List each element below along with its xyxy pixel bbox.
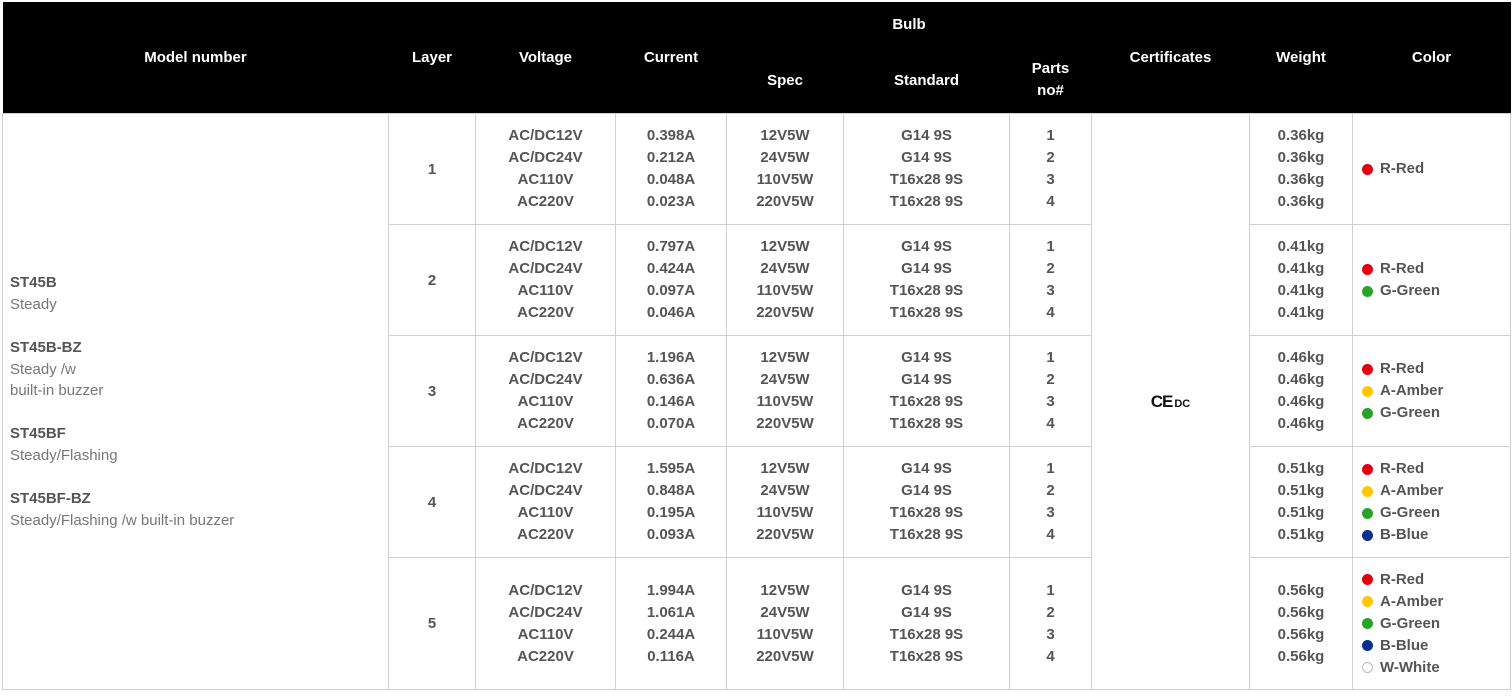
- color-label: B-Blue: [1380, 636, 1429, 654]
- current-value: 0.046A: [646, 304, 696, 321]
- model-name: ST45BF: [10, 425, 66, 442]
- current-value: 0.797A: [646, 238, 696, 255]
- standard-value: G14 9S: [901, 460, 952, 477]
- current-cell: [616, 447, 727, 558]
- color-item: [1362, 258, 1510, 280]
- voltage-value: AC220V: [517, 647, 574, 665]
- color-label: A-Amber: [1380, 592, 1444, 610]
- header-model: Model number: [3, 2, 389, 114]
- color-item: [1362, 524, 1510, 546]
- header-parts-line1: Parts: [1031, 60, 1070, 77]
- model-entry: [10, 423, 388, 466]
- weight-value: 0.56kg: [1277, 647, 1325, 665]
- standard-value: T16x28 9S: [889, 504, 964, 521]
- weight-value: 0.56kg: [1277, 625, 1325, 643]
- parts-value: 2: [1046, 260, 1055, 277]
- standard-value: G14 9S: [901, 260, 952, 277]
- spec-table: [2, 2, 1511, 690]
- color-cell: [1353, 336, 1511, 447]
- model-name: ST45B: [10, 274, 57, 291]
- color-label: B-Blue: [1380, 526, 1429, 543]
- header-standard: Standard: [844, 47, 1010, 114]
- voltage-value: AC110V: [517, 282, 574, 299]
- weight-value: 0.56kg: [1277, 581, 1325, 599]
- color-label: W-White: [1380, 658, 1440, 676]
- ce-mark-icon: [1151, 392, 1191, 412]
- standard-value: T16x28 9S: [889, 193, 964, 210]
- layer-cell: 1: [389, 114, 476, 225]
- color-dot-icon: [1362, 574, 1373, 585]
- spec-value: 24V5W: [760, 371, 810, 388]
- weight-value: 0.56kg: [1277, 603, 1325, 621]
- parts-cell: [1010, 447, 1092, 558]
- current-value: 0.244A: [646, 625, 696, 643]
- model-number-cell: [3, 114, 389, 690]
- weight-value: 0.36kg: [1277, 193, 1325, 210]
- standard-value: T16x28 9S: [889, 393, 964, 410]
- color-label: G-Green: [1380, 504, 1441, 521]
- voltage-value: AC/DC24V: [508, 260, 583, 277]
- standard-cell: [844, 336, 1010, 447]
- voltage-value: AC/DC24V: [508, 149, 583, 166]
- current-value: 0.070A: [646, 415, 696, 432]
- spec-value: 24V5W: [760, 482, 810, 499]
- parts-cell: [1010, 558, 1092, 690]
- standard-value: G14 9S: [901, 149, 952, 166]
- voltage-value: AC110V: [517, 504, 574, 521]
- header-parts: [1010, 47, 1092, 114]
- standard-value: G14 9S: [901, 349, 952, 366]
- parts-value: 3: [1046, 625, 1055, 643]
- spec-table-container: [2, 2, 1510, 693]
- spec-value: 12V5W: [760, 238, 810, 255]
- color-label: A-Amber: [1380, 382, 1444, 399]
- current-cell: [616, 114, 727, 225]
- color-item: [1362, 158, 1510, 180]
- weight-cell: [1250, 558, 1353, 690]
- spec-value: 110V5W: [756, 393, 814, 410]
- voltage-cell: [476, 114, 616, 225]
- header-voltage: Voltage: [476, 2, 616, 114]
- current-value: 0.023A: [646, 193, 696, 210]
- spec-value: 220V5W: [756, 193, 814, 210]
- standard-value: G14 9S: [901, 127, 952, 144]
- parts-value: 2: [1046, 149, 1055, 166]
- color-item: [1362, 657, 1510, 679]
- color-label: G-Green: [1380, 614, 1441, 632]
- layer-cell: 4: [389, 447, 476, 558]
- weight-value: 0.51kg: [1277, 482, 1325, 499]
- color-label: G-Green: [1380, 404, 1441, 421]
- color-item: [1362, 358, 1510, 380]
- current-value: 1.595A: [646, 460, 696, 477]
- standard-value: T16x28 9S: [889, 304, 964, 321]
- standard-cell: [844, 225, 1010, 336]
- voltage-cell: [476, 225, 616, 336]
- spec-value: 110V5W: [756, 282, 814, 299]
- parts-value: 4: [1046, 304, 1055, 321]
- color-cell: [1353, 225, 1511, 336]
- header-current: Current: [616, 2, 727, 114]
- current-value: 0.212A: [646, 149, 696, 166]
- current-value: 0.195A: [646, 504, 696, 521]
- parts-value: 4: [1046, 193, 1055, 210]
- standard-value: G14 9S: [901, 581, 952, 599]
- parts-value: 1: [1046, 460, 1055, 477]
- current-value: 1.994A: [646, 581, 696, 599]
- weight-cell: [1250, 336, 1353, 447]
- weight-value: 0.41kg: [1277, 238, 1325, 255]
- parts-value: 3: [1046, 393, 1055, 410]
- color-label: R-Red: [1380, 160, 1425, 177]
- parts-value: 4: [1046, 526, 1055, 543]
- current-value: 0.146A: [646, 393, 696, 410]
- weight-value: 0.41kg: [1277, 260, 1325, 277]
- current-value: 1.196A: [646, 349, 696, 366]
- parts-value: 3: [1046, 504, 1055, 521]
- parts-value: 3: [1046, 171, 1055, 188]
- layer-cell: 5: [389, 558, 476, 690]
- standard-value: T16x28 9S: [889, 282, 964, 299]
- color-label: R-Red: [1380, 570, 1425, 588]
- voltage-value: AC/DC12V: [508, 349, 583, 366]
- color-cell: [1353, 558, 1511, 690]
- spec-cell: [727, 447, 844, 558]
- model-entry: [10, 272, 388, 315]
- spec-value: 24V5W: [760, 149, 810, 166]
- table-body: [3, 114, 1511, 690]
- spec-value: 12V5W: [760, 581, 810, 599]
- parts-value: 3: [1046, 282, 1055, 299]
- color-item: [1362, 380, 1510, 402]
- voltage-value: AC/DC12V: [508, 460, 583, 477]
- spec-value: 220V5W: [756, 647, 814, 665]
- color-dot-icon: [1362, 164, 1373, 175]
- parts-value: 1: [1046, 238, 1055, 255]
- voltage-value: AC/DC12V: [508, 581, 583, 599]
- weight-value: 0.41kg: [1277, 304, 1325, 321]
- color-item: [1362, 502, 1510, 524]
- spec-value: 24V5W: [760, 603, 810, 621]
- standard-value: T16x28 9S: [889, 415, 964, 432]
- parts-cell: [1010, 336, 1092, 447]
- spec-cell: [727, 114, 844, 225]
- header-weight: Weight: [1250, 2, 1353, 114]
- current-value: 0.424A: [646, 260, 696, 277]
- model-name: ST45BF-BZ: [10, 490, 91, 507]
- color-dot-icon: [1362, 508, 1373, 519]
- model-description: Steady/Flashing /w built-in buzzer: [10, 512, 235, 529]
- color-dot-icon: [1362, 486, 1373, 497]
- ce-mark-text: CE: [1150, 391, 1173, 411]
- color-item: [1362, 591, 1510, 613]
- color-dot-icon: [1362, 408, 1373, 419]
- model-description: Steady /w: [10, 361, 76, 378]
- header-layer: Layer: [389, 2, 476, 114]
- standard-value: G14 9S: [901, 238, 952, 255]
- voltage-value: AC220V: [517, 304, 574, 321]
- color-dot-icon: [1362, 464, 1373, 475]
- standard-value: G14 9S: [901, 371, 952, 388]
- current-cell: [616, 336, 727, 447]
- weight-value: 0.41kg: [1277, 282, 1325, 299]
- standard-value: T16x28 9S: [889, 171, 964, 188]
- voltage-value: AC110V: [517, 625, 574, 643]
- spec-value: 12V5W: [760, 349, 810, 366]
- color-dot-icon: [1362, 618, 1373, 629]
- spec-value: 12V5W: [760, 127, 810, 144]
- standard-value: T16x28 9S: [889, 647, 964, 665]
- current-value: 1.061A: [646, 603, 696, 621]
- weight-cell: [1250, 114, 1353, 225]
- voltage-value: AC220V: [517, 193, 574, 210]
- color-label: A-Amber: [1380, 482, 1444, 499]
- color-dot-icon: [1362, 640, 1373, 651]
- current-value: 0.048A: [646, 171, 696, 188]
- voltage-value: AC/DC24V: [508, 482, 583, 499]
- header-spec: Spec: [727, 47, 844, 114]
- voltage-value: AC/DC24V: [508, 603, 583, 621]
- weight-value: 0.46kg: [1277, 393, 1325, 410]
- voltage-value: AC/DC12V: [508, 238, 583, 255]
- weight-value: 0.51kg: [1277, 526, 1325, 543]
- model-entry: [10, 337, 388, 401]
- parts-value: 1: [1046, 127, 1055, 144]
- spec-value: 220V5W: [756, 304, 814, 321]
- table-row: [3, 114, 1511, 225]
- current-cell: [616, 225, 727, 336]
- weight-cell: [1250, 225, 1353, 336]
- color-item: [1362, 280, 1510, 302]
- color-dot-icon: [1362, 530, 1373, 541]
- model-description: Steady/Flashing: [10, 447, 118, 464]
- header-parts-line2: no#: [1037, 82, 1064, 99]
- parts-value: 1: [1046, 581, 1055, 599]
- color-item: [1362, 569, 1510, 591]
- color-label: R-Red: [1380, 360, 1425, 377]
- spec-cell: [727, 336, 844, 447]
- voltage-cell: [476, 447, 616, 558]
- weight-value: 0.36kg: [1277, 149, 1325, 166]
- spec-value: 12V5W: [760, 460, 810, 477]
- weight-value: 0.51kg: [1277, 460, 1325, 477]
- weight-cell: [1250, 447, 1353, 558]
- ce-mark-suffix: DC: [1174, 397, 1191, 410]
- spec-value: 220V5W: [756, 415, 814, 432]
- table-header: [3, 2, 1511, 114]
- certificates-cell: [1092, 114, 1250, 690]
- color-item: [1362, 480, 1510, 502]
- standard-value: G14 9S: [901, 603, 952, 621]
- parts-value: 2: [1046, 482, 1055, 499]
- current-value: 0.848A: [646, 482, 696, 499]
- parts-value: 4: [1046, 415, 1055, 432]
- parts-value: 2: [1046, 371, 1055, 388]
- current-value: 0.398A: [646, 127, 696, 144]
- parts-value: 4: [1046, 647, 1055, 665]
- spec-value: 220V5W: [756, 526, 814, 543]
- parts-cell: [1010, 114, 1092, 225]
- standard-cell: [844, 558, 1010, 690]
- spec-cell: [727, 225, 844, 336]
- color-item: [1362, 402, 1510, 424]
- header-certificates: Certificates: [1092, 2, 1250, 114]
- color-cell: [1353, 114, 1511, 225]
- color-dot-icon: [1362, 286, 1373, 297]
- standard-cell: [844, 114, 1010, 225]
- weight-value: 0.51kg: [1277, 504, 1325, 521]
- weight-value: 0.36kg: [1277, 171, 1325, 188]
- voltage-cell: [476, 336, 616, 447]
- parts-cell: [1010, 225, 1092, 336]
- parts-value: 1: [1046, 349, 1055, 366]
- model-entry: [10, 488, 388, 531]
- standard-value: G14 9S: [901, 482, 952, 499]
- color-label: R-Red: [1380, 460, 1425, 477]
- voltage-cell: [476, 558, 616, 690]
- layer-cell: 3: [389, 336, 476, 447]
- color-dot-icon: [1362, 264, 1373, 275]
- weight-value: 0.46kg: [1277, 349, 1325, 366]
- current-value: 0.636A: [646, 371, 696, 388]
- voltage-value: AC110V: [517, 171, 574, 188]
- model-description: built-in buzzer: [10, 382, 104, 399]
- header-color: Color: [1353, 2, 1511, 114]
- color-item: [1362, 458, 1510, 480]
- color-label: G-Green: [1380, 282, 1441, 299]
- color-dot-icon: [1362, 386, 1373, 397]
- color-dot-icon: [1362, 662, 1373, 673]
- current-value: 0.093A: [646, 526, 696, 543]
- spec-value: 110V5W: [756, 171, 814, 188]
- color-dot-icon: [1362, 364, 1373, 375]
- color-dot-icon: [1362, 596, 1373, 607]
- spec-cell: [727, 558, 844, 690]
- standard-cell: [844, 447, 1010, 558]
- weight-value: 0.36kg: [1277, 127, 1325, 144]
- weight-value: 0.46kg: [1277, 371, 1325, 388]
- model-description: Steady: [10, 296, 57, 313]
- color-label: R-Red: [1380, 260, 1425, 277]
- color-cell: [1353, 447, 1511, 558]
- spec-value: 110V5W: [756, 504, 814, 521]
- spec-value: 110V5W: [756, 625, 814, 643]
- voltage-value: AC220V: [517, 415, 574, 432]
- parts-value: 2: [1046, 603, 1055, 621]
- color-item: [1362, 635, 1510, 657]
- spec-value: 24V5W: [760, 260, 810, 277]
- voltage-value: AC/DC12V: [508, 127, 583, 144]
- weight-value: 0.46kg: [1277, 415, 1325, 432]
- standard-value: T16x28 9S: [889, 625, 964, 643]
- voltage-value: AC/DC24V: [508, 371, 583, 388]
- layer-cell: 2: [389, 225, 476, 336]
- header-bulb: Bulb: [727, 2, 1092, 47]
- color-item: [1362, 613, 1510, 635]
- model-name: ST45B-BZ: [10, 339, 82, 356]
- standard-value: T16x28 9S: [889, 526, 964, 543]
- current-cell: [616, 558, 727, 690]
- voltage-value: AC110V: [517, 393, 574, 410]
- voltage-value: AC220V: [517, 526, 574, 543]
- current-value: 0.116A: [647, 647, 695, 665]
- current-value: 0.097A: [646, 282, 696, 299]
